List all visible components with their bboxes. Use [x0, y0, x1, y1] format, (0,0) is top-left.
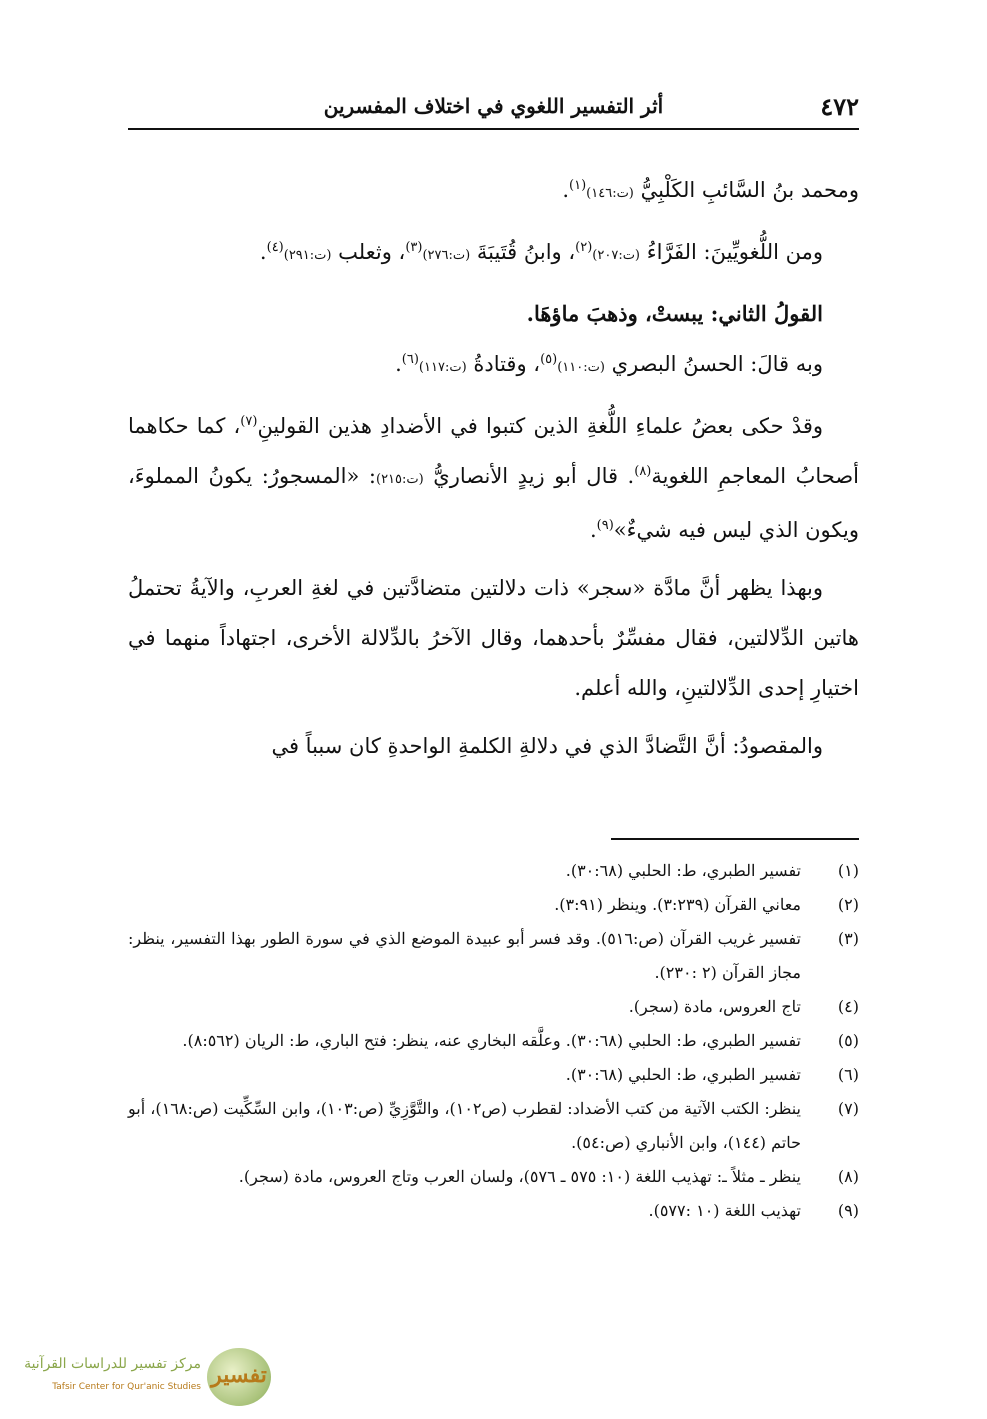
page-header — [128, 88, 859, 130]
paragraph: ومن اللُّغويِّينَ: الفَرَّاءُ (ت:٢٠٧)$^{(٢)}$، وابنُ قُتَيبَةَ (ت:٢٧٦)$^{(٣)}$، وثعلب (ت:٢٩١)$^{(٤)}$. — [259, 240, 823, 264]
footnote-ref: (٨) — [634, 464, 652, 479]
footnote-ref: (٢) — [575, 240, 593, 255]
footnote-ref: (٦) — [401, 352, 419, 367]
footnote-ref: (٣) — [405, 240, 423, 255]
paragraph: وبه قالَ: الحسنُ البصري (ت:١١٠)$^{(٥)}$، وقتادةُ (ت:١١٧)$^{(٦)}$. — [395, 352, 823, 376]
running-title: أثر التفسير اللغوي في اختلاف المفسرين — [323, 94, 664, 118]
paragraph: وبهذا يظهر أنَّ مادَّة «سجر» ذات دلالتين متضادَّتين في لغةِ العربِ، والآيةُ تحتملُ هاتين الدِّلالتين، فقال مفسِّرٌ بأحدهما، وقال الآخرُ بالدِّلالة الأخرى، اجتهاداً منهما في اختيارِ إحدى الدِّلالتينِ، والله أعلم. — [128, 576, 859, 700]
tafsir-center-logo — [8, 1346, 273, 1408]
paragraph: ومحمد بنُ السَّائبِ الكَلْبِيُّ (ت:١٤٦)$^{(١)}$. — [562, 178, 859, 202]
footnote: (٦) تفسير الطبري، ط: الحلبي (٣٠:٦٨). — [565, 1065, 859, 1084]
footnote: (٧) ينظر: الكتب الآتية من كتب الأضداد: لقطرب (ص١٠٢)، والتَّوَّزِيِّ (ص:١٠٣)، وابن السِّكِّيت (ص:١٦٨)، أبو حاتم (١٤٤)، وابن الأنباري (ص:٥٤). — [128, 1099, 859, 1152]
footnote: (٣) تفسير غريب القرآن (ص:٥١٦). وقد فسر أبو عبيدة الموضع الذي في سورة الطور بهذا التفسير، ينظر: مجاز القرآن (٢ :٢٣٠). — [128, 929, 859, 982]
logo-subtitle: Tafsir Center for Qur'anic Studies — [52, 1382, 201, 1392]
footnote-ref: (٤) — [266, 240, 284, 255]
paragraph: وقدْ حكى بعضُ علماءِ اللُّغةِ الذين كتبوا في الأضدادِ هذين القولينِ$^{(٧)}$، كما حكاهما أصحابُ المعاجمِ اللغوية$^{(٨)}$. قال أبو زيدٍ الأنصاريُّ (ت:٢١٥): «المسجورُ: يكونُ المملوءَ، ويكون الذي ليس فيه شيءٌ»$^{(٩)}$. — [128, 414, 859, 542]
logo-mark: تفسير — [211, 1362, 267, 1388]
footnote-ref: (٧) — [240, 414, 258, 429]
footnote: (٨) ينظر ـ مثلاً ـ: تهذيب اللغة (١٠: ٥٧٥ ـ ٥٧٦)، ولسان العرب وتاج العروس، مادة (سجر). — [238, 1167, 859, 1186]
footnote: (٩) تهذيب اللغة (١٠ :٥٧٧). — [648, 1201, 859, 1220]
footnote-separator — [611, 838, 859, 840]
footnote-ref: (٩) — [596, 518, 614, 533]
footnote: (٢) معاني القرآن (٣:٢٣٩). وينظر (٣:٩١). — [554, 895, 859, 914]
paragraph: والمقصودُ: أنَّ التَّضادَّ الذي في دلالةِ الكلمةِ الواحدةِ كان سبباً في — [271, 734, 823, 758]
paragraph-heading: القولُ الثاني: يبستْ، وذهبَ ماؤهَا. — [526, 301, 823, 326]
logo-name: مركز تفسير للدراسات القرآنية — [24, 1356, 201, 1372]
footnote: (٥) تفسير الطبري، ط: الحلبي (٣٠:٦٨). وعلَّقه البخاري عنه، ينظر: فتح الباري، ط: الريان (٨:٥٦٢). — [182, 1031, 859, 1050]
footnote-ref: (١) — [569, 178, 587, 193]
page-number: ٤٧٢ — [820, 92, 859, 121]
footnote: (٤) تاج العروس، مادة (سجر). — [628, 997, 859, 1016]
footnote: (١) تفسير الطبري، ط: الحلبي (٣٠:٦٨). — [565, 861, 859, 880]
footnotes — [128, 854, 859, 1228]
main-text — [128, 165, 859, 779]
footnote-ref: (٥) — [540, 352, 558, 367]
